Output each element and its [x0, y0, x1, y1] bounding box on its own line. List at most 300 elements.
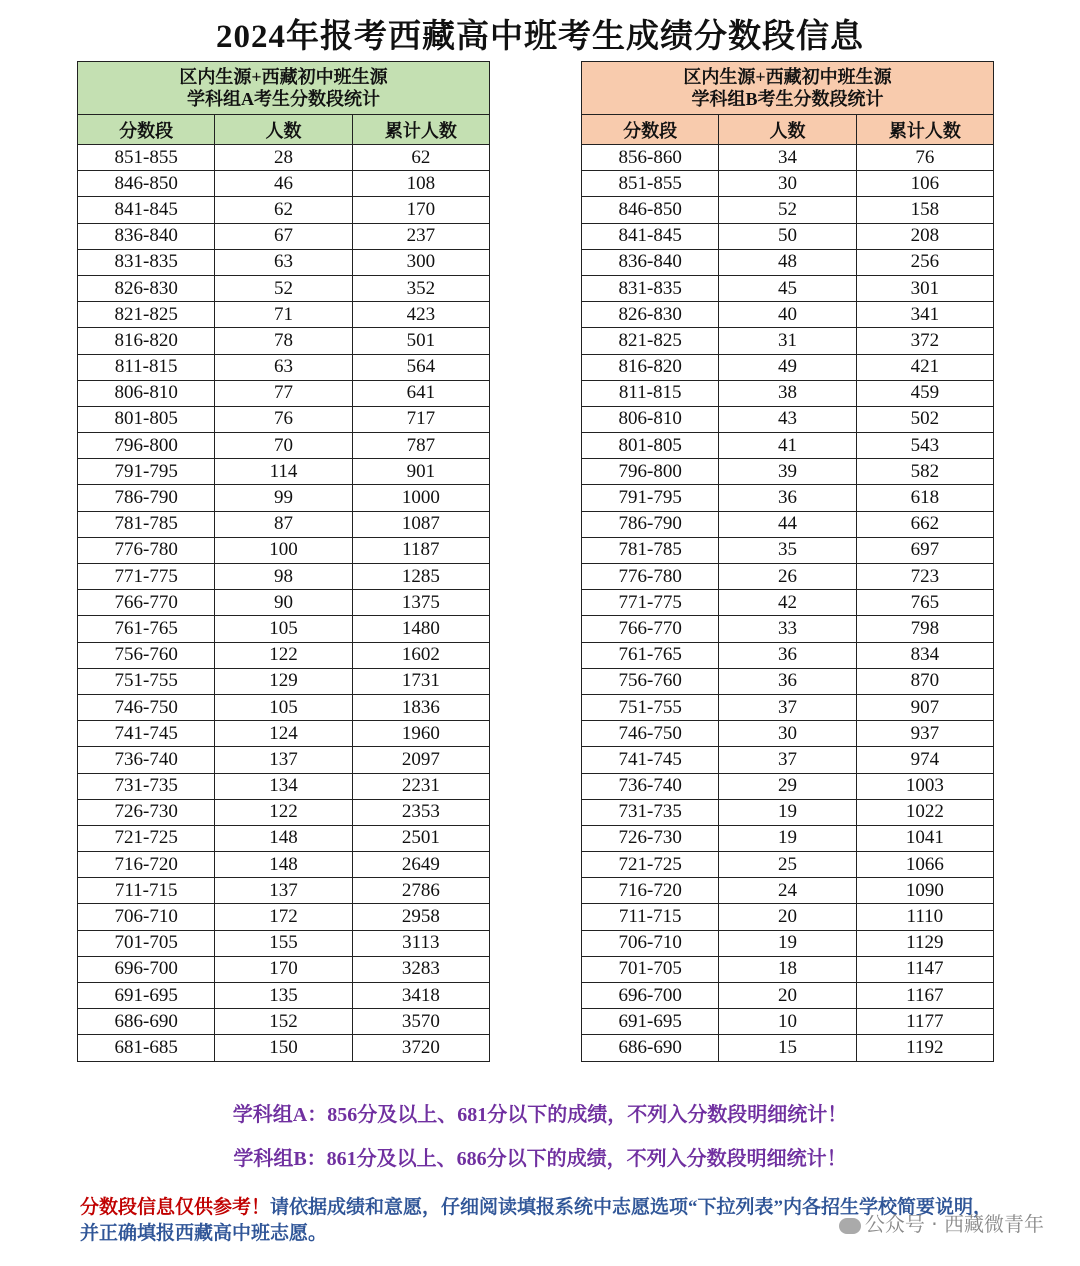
score-range-cell: 706-710 — [78, 904, 215, 930]
cumulative-cell: 1000 — [352, 485, 489, 511]
count-cell: 37 — [719, 694, 856, 720]
cumulative-cell: 1087 — [352, 511, 489, 537]
score-range-cell: 851-855 — [582, 171, 719, 197]
score-range-cell: 821-825 — [582, 328, 719, 354]
table-row — [78, 564, 490, 590]
cumulative-cell: 108 — [352, 171, 489, 197]
score-range-cell: 761-765 — [582, 642, 719, 668]
table-row — [78, 799, 490, 825]
score-range-cell: 741-745 — [78, 721, 215, 747]
score-range-cell: 731-735 — [582, 799, 719, 825]
score-range-cell: 686-690 — [78, 1009, 215, 1035]
count-cell: 63 — [215, 249, 352, 275]
count-cell: 52 — [719, 197, 856, 223]
cumulative-cell: 870 — [856, 668, 993, 694]
score-range-cell: 771-775 — [78, 564, 215, 590]
table-row — [582, 302, 994, 328]
count-cell: 105 — [215, 616, 352, 642]
count-cell: 24 — [719, 878, 856, 904]
table-row — [78, 878, 490, 904]
cumulative-cell: 2649 — [352, 852, 489, 878]
count-cell: 148 — [215, 825, 352, 851]
cumulative-cell: 1192 — [856, 1035, 993, 1061]
cumulative-cell: 618 — [856, 485, 993, 511]
count-cell: 42 — [719, 590, 856, 616]
count-cell: 49 — [719, 354, 856, 380]
cumulative-cell: 1177 — [856, 1009, 993, 1035]
cumulative-cell: 765 — [856, 590, 993, 616]
cumulative-cell: 582 — [856, 459, 993, 485]
note-group-a: 学科组A：856分及以上、681分以下的成绩，不列入分数段明细统计！ — [232, 1104, 848, 1126]
count-cell: 170 — [215, 956, 352, 982]
count-cell: 137 — [215, 747, 352, 773]
score-range-cell: 831-835 — [78, 249, 215, 275]
table-row — [582, 328, 994, 354]
column-header: 分数段 — [78, 115, 215, 145]
table-b-header-line2: 学科组B考生分数段统计 — [691, 89, 884, 109]
cumulative-cell: 564 — [352, 354, 489, 380]
cumulative-cell: 501 — [352, 328, 489, 354]
cumulative-cell: 3113 — [352, 930, 489, 956]
cumulative-cell: 208 — [856, 223, 993, 249]
count-cell: 36 — [719, 668, 856, 694]
score-range-cell: 696-700 — [582, 983, 719, 1009]
score-range-cell: 691-695 — [582, 1009, 719, 1035]
score-range-cell: 766-770 — [78, 590, 215, 616]
score-range-cell: 796-800 — [78, 433, 215, 459]
table-row — [582, 825, 994, 851]
table-row — [78, 485, 490, 511]
count-cell: 134 — [215, 773, 352, 799]
cumulative-cell: 301 — [856, 275, 993, 301]
score-range-cell: 791-795 — [582, 485, 719, 511]
table-row — [78, 642, 490, 668]
table-row — [582, 1009, 994, 1035]
table-b-header-line1: 区内生源+西藏初中班生源 — [683, 67, 892, 87]
score-range-cell: 841-845 — [582, 223, 719, 249]
cumulative-cell: 641 — [352, 380, 489, 406]
count-cell: 10 — [719, 1009, 856, 1035]
count-cell: 41 — [719, 433, 856, 459]
table-row — [582, 930, 994, 956]
score-range-cell: 821-825 — [78, 302, 215, 328]
count-cell: 20 — [719, 983, 856, 1009]
table-row — [78, 380, 490, 406]
count-cell: 50 — [719, 223, 856, 249]
score-range-cell: 711-715 — [582, 904, 719, 930]
count-cell: 114 — [215, 459, 352, 485]
count-cell: 38 — [719, 380, 856, 406]
cumulative-cell: 1041 — [856, 825, 993, 851]
table-row — [582, 983, 994, 1009]
score-range-cell: 811-815 — [582, 380, 719, 406]
table-row — [582, 799, 994, 825]
table-row — [582, 747, 994, 773]
cumulative-cell: 106 — [856, 171, 993, 197]
score-range-cell: 776-780 — [78, 537, 215, 563]
score-range-cell: 721-725 — [582, 852, 719, 878]
score-range-cell: 791-795 — [78, 459, 215, 485]
score-range-cell: 701-705 — [582, 956, 719, 982]
footer-instructions: 请依据成绩和意愿，仔细阅读填报系统中志愿选项“下拉列表”内各招生学校简要说明，并正确填报西藏高中班志愿。 — [80, 1197, 993, 1244]
cumulative-cell: 1003 — [856, 773, 993, 799]
cumulative-cell: 543 — [856, 433, 993, 459]
table-row — [582, 197, 994, 223]
score-range-cell: 756-760 — [582, 668, 719, 694]
table-row — [78, 983, 490, 1009]
cumulative-cell: 1375 — [352, 590, 489, 616]
cumulative-cell: 974 — [856, 747, 993, 773]
table-row — [78, 537, 490, 563]
cumulative-cell: 901 — [352, 459, 489, 485]
count-cell: 78 — [215, 328, 352, 354]
table-row — [78, 956, 490, 982]
score-range-cell: 701-705 — [78, 930, 215, 956]
score-range-cell: 836-840 — [582, 249, 719, 275]
count-cell: 34 — [719, 145, 856, 171]
count-cell: 52 — [215, 275, 352, 301]
count-cell: 46 — [215, 171, 352, 197]
table-row — [78, 773, 490, 799]
cumulative-cell: 787 — [352, 433, 489, 459]
count-cell: 43 — [719, 406, 856, 432]
table-row — [582, 564, 994, 590]
count-cell: 36 — [719, 485, 856, 511]
score-range-cell: 686-690 — [582, 1035, 719, 1061]
table-row — [78, 616, 490, 642]
table-row — [582, 354, 994, 380]
note-group-b: 学科组B：861分及以上、686分以下的成绩，不列入分数段明细统计！ — [233, 1148, 847, 1170]
count-cell: 33 — [719, 616, 856, 642]
count-cell: 152 — [215, 1009, 352, 1035]
table-row — [582, 537, 994, 563]
page-title: 2024年报考西藏高中班考生成绩分数段信息 — [216, 19, 864, 55]
table-row — [78, 275, 490, 301]
table-row — [78, 223, 490, 249]
score-range-cell: 781-785 — [78, 511, 215, 537]
table-row — [78, 145, 490, 171]
table-row — [582, 616, 994, 642]
cumulative-cell: 459 — [856, 380, 993, 406]
cumulative-cell: 723 — [856, 564, 993, 590]
count-cell: 105 — [215, 694, 352, 720]
table-a-header — [78, 62, 490, 115]
count-cell: 40 — [719, 302, 856, 328]
cumulative-cell: 1110 — [856, 904, 993, 930]
count-cell: 39 — [719, 459, 856, 485]
cumulative-cell: 1731 — [352, 668, 489, 694]
table-a-header-line1: 区内生源+西藏初中班生源 — [179, 67, 388, 87]
cumulative-cell: 3720 — [352, 1035, 489, 1061]
score-range-cell: 696-700 — [78, 956, 215, 982]
score-range-cell: 816-820 — [78, 328, 215, 354]
score-range-cell: 731-735 — [78, 773, 215, 799]
table-row — [78, 511, 490, 537]
column-header: 人数 — [215, 115, 352, 145]
score-range-cell: 811-815 — [78, 354, 215, 380]
cumulative-cell: 2097 — [352, 747, 489, 773]
count-cell: 30 — [719, 171, 856, 197]
cumulative-cell: 1836 — [352, 694, 489, 720]
table-row — [78, 590, 490, 616]
score-range-cell: 736-740 — [582, 773, 719, 799]
score-range-cell: 786-790 — [582, 511, 719, 537]
cumulative-cell: 502 — [856, 406, 993, 432]
cumulative-cell: 1602 — [352, 642, 489, 668]
score-range-cell: 856-860 — [582, 145, 719, 171]
score-range-cell: 806-810 — [582, 406, 719, 432]
count-cell: 137 — [215, 878, 352, 904]
count-cell: 36 — [719, 642, 856, 668]
score-range-cell: 741-745 — [582, 747, 719, 773]
count-cell: 77 — [215, 380, 352, 406]
table-row — [78, 406, 490, 432]
score-table-group-a — [77, 61, 490, 1062]
score-range-cell: 751-755 — [78, 668, 215, 694]
score-range-cell: 796-800 — [582, 459, 719, 485]
table-row — [78, 852, 490, 878]
column-header: 分数段 — [582, 115, 719, 145]
score-range-cell: 816-820 — [582, 354, 719, 380]
table-row — [582, 511, 994, 537]
cumulative-cell: 1022 — [856, 799, 993, 825]
cumulative-cell: 2501 — [352, 825, 489, 851]
cumulative-cell: 158 — [856, 197, 993, 223]
cumulative-cell: 237 — [352, 223, 489, 249]
score-range-cell: 806-810 — [78, 380, 215, 406]
score-range-cell: 766-770 — [582, 616, 719, 642]
table-row — [78, 1009, 490, 1035]
score-range-cell: 801-805 — [78, 406, 215, 432]
table-row — [582, 380, 994, 406]
cumulative-cell: 662 — [856, 511, 993, 537]
table-row — [78, 904, 490, 930]
count-cell: 20 — [719, 904, 856, 930]
cumulative-cell: 834 — [856, 642, 993, 668]
table-row — [78, 668, 490, 694]
table-row — [582, 904, 994, 930]
count-cell: 129 — [215, 668, 352, 694]
cumulative-cell: 300 — [352, 249, 489, 275]
count-cell: 122 — [215, 799, 352, 825]
cumulative-cell: 1090 — [856, 878, 993, 904]
score-range-cell: 716-720 — [582, 878, 719, 904]
score-range-cell: 771-775 — [582, 590, 719, 616]
cumulative-cell: 341 — [856, 302, 993, 328]
table-row — [582, 249, 994, 275]
score-range-cell: 746-750 — [78, 694, 215, 720]
cumulative-cell: 1167 — [856, 983, 993, 1009]
cumulative-cell: 3418 — [352, 983, 489, 1009]
count-cell: 31 — [719, 328, 856, 354]
count-cell: 155 — [215, 930, 352, 956]
count-cell: 71 — [215, 302, 352, 328]
count-cell: 87 — [215, 511, 352, 537]
cumulative-cell: 1066 — [856, 852, 993, 878]
count-cell: 124 — [215, 721, 352, 747]
table-row — [582, 642, 994, 668]
cumulative-cell: 717 — [352, 406, 489, 432]
cumulative-cell: 352 — [352, 275, 489, 301]
table-a-body — [78, 145, 490, 1062]
table-row — [78, 825, 490, 851]
count-cell: 15 — [719, 1035, 856, 1061]
count-cell: 76 — [215, 406, 352, 432]
score-range-cell: 726-730 — [78, 799, 215, 825]
count-cell: 28 — [215, 145, 352, 171]
table-row — [582, 459, 994, 485]
count-cell: 35 — [719, 537, 856, 563]
score-range-cell: 751-755 — [582, 694, 719, 720]
cumulative-cell: 170 — [352, 197, 489, 223]
count-cell: 48 — [719, 249, 856, 275]
score-range-cell: 776-780 — [582, 564, 719, 590]
cumulative-cell: 1285 — [352, 564, 489, 590]
wechat-icon — [839, 1218, 861, 1234]
count-cell: 148 — [215, 852, 352, 878]
table-row — [78, 433, 490, 459]
table-row — [78, 694, 490, 720]
table-row — [582, 878, 994, 904]
cumulative-cell: 1147 — [856, 956, 993, 982]
count-cell: 62 — [215, 197, 352, 223]
cumulative-cell: 1187 — [352, 537, 489, 563]
table-b-body — [582, 145, 994, 1062]
score-range-cell: 846-850 — [78, 171, 215, 197]
cumulative-cell: 76 — [856, 145, 993, 171]
table-row — [582, 956, 994, 982]
score-range-cell: 706-710 — [582, 930, 719, 956]
count-cell: 90 — [215, 590, 352, 616]
table-row — [582, 590, 994, 616]
score-range-cell: 781-785 — [582, 537, 719, 563]
table-row — [582, 1035, 994, 1061]
table-row — [582, 721, 994, 747]
score-range-cell: 756-760 — [78, 642, 215, 668]
count-cell: 67 — [215, 223, 352, 249]
cumulative-cell: 423 — [352, 302, 489, 328]
cumulative-cell: 62 — [352, 145, 489, 171]
score-range-cell: 726-730 — [582, 825, 719, 851]
count-cell: 45 — [719, 275, 856, 301]
table-row — [78, 721, 490, 747]
table-row — [78, 1035, 490, 1061]
score-range-cell: 851-855 — [78, 145, 215, 171]
count-cell: 44 — [719, 511, 856, 537]
cumulative-cell: 2958 — [352, 904, 489, 930]
table-row — [78, 249, 490, 275]
count-cell: 98 — [215, 564, 352, 590]
count-cell: 30 — [719, 721, 856, 747]
count-cell: 70 — [215, 433, 352, 459]
count-cell: 19 — [719, 930, 856, 956]
table-row — [78, 171, 490, 197]
table-row — [78, 930, 490, 956]
table-row — [78, 459, 490, 485]
table-row — [582, 694, 994, 720]
cumulative-cell: 2786 — [352, 878, 489, 904]
count-cell: 100 — [215, 537, 352, 563]
table-row — [582, 145, 994, 171]
score-range-cell: 761-765 — [78, 616, 215, 642]
cumulative-cell: 256 — [856, 249, 993, 275]
count-cell: 99 — [215, 485, 352, 511]
count-cell: 37 — [719, 747, 856, 773]
cumulative-cell: 1129 — [856, 930, 993, 956]
table-a-header-line2: 学科组A考生分数段统计 — [187, 89, 380, 109]
table-row — [582, 433, 994, 459]
cumulative-cell: 1960 — [352, 721, 489, 747]
cumulative-cell: 937 — [856, 721, 993, 747]
cumulative-cell: 2231 — [352, 773, 489, 799]
count-cell: 122 — [215, 642, 352, 668]
score-range-cell: 801-805 — [582, 433, 719, 459]
score-range-cell: 836-840 — [78, 223, 215, 249]
footer-warning: 分数段信息仅供参考！ — [80, 1197, 271, 1218]
count-cell: 19 — [719, 799, 856, 825]
table-b-header — [582, 62, 994, 115]
table-row — [582, 773, 994, 799]
table-row — [78, 747, 490, 773]
cumulative-cell: 421 — [856, 354, 993, 380]
score-range-cell: 826-830 — [582, 302, 719, 328]
count-cell: 150 — [215, 1035, 352, 1061]
table-row — [78, 197, 490, 223]
score-range-cell: 736-740 — [78, 747, 215, 773]
table-row — [582, 852, 994, 878]
table-row — [582, 223, 994, 249]
table-row — [78, 354, 490, 380]
table-row — [78, 328, 490, 354]
score-range-cell: 846-850 — [582, 197, 719, 223]
table-row — [582, 668, 994, 694]
column-header: 人数 — [719, 115, 856, 145]
table-row — [582, 275, 994, 301]
count-cell: 19 — [719, 825, 856, 851]
cumulative-cell: 372 — [856, 328, 993, 354]
cumulative-cell: 907 — [856, 694, 993, 720]
count-cell: 135 — [215, 983, 352, 1009]
score-table-group-b — [581, 61, 994, 1062]
cumulative-cell: 2353 — [352, 799, 489, 825]
score-range-cell: 711-715 — [78, 878, 215, 904]
score-range-cell: 721-725 — [78, 825, 215, 851]
score-range-cell: 786-790 — [78, 485, 215, 511]
score-range-cell: 841-845 — [78, 197, 215, 223]
watermark — [839, 1208, 1044, 1237]
count-cell: 63 — [215, 354, 352, 380]
score-range-cell: 681-685 — [78, 1035, 215, 1061]
table-row — [582, 171, 994, 197]
cumulative-cell: 697 — [856, 537, 993, 563]
count-cell: 172 — [215, 904, 352, 930]
count-cell: 25 — [719, 852, 856, 878]
score-range-cell: 716-720 — [78, 852, 215, 878]
cumulative-cell: 3283 — [352, 956, 489, 982]
score-range-cell: 826-830 — [78, 275, 215, 301]
table-row — [78, 302, 490, 328]
watermark-text: 公众号 · 西藏微青年 — [864, 1212, 1044, 1236]
cumulative-cell: 798 — [856, 616, 993, 642]
score-range-cell: 831-835 — [582, 275, 719, 301]
score-range-cell: 691-695 — [78, 983, 215, 1009]
cumulative-cell: 3570 — [352, 1009, 489, 1035]
column-header: 累计人数 — [856, 115, 993, 145]
cumulative-cell: 1480 — [352, 616, 489, 642]
count-cell: 18 — [719, 956, 856, 982]
column-header: 累计人数 — [352, 115, 489, 145]
count-cell: 26 — [719, 564, 856, 590]
